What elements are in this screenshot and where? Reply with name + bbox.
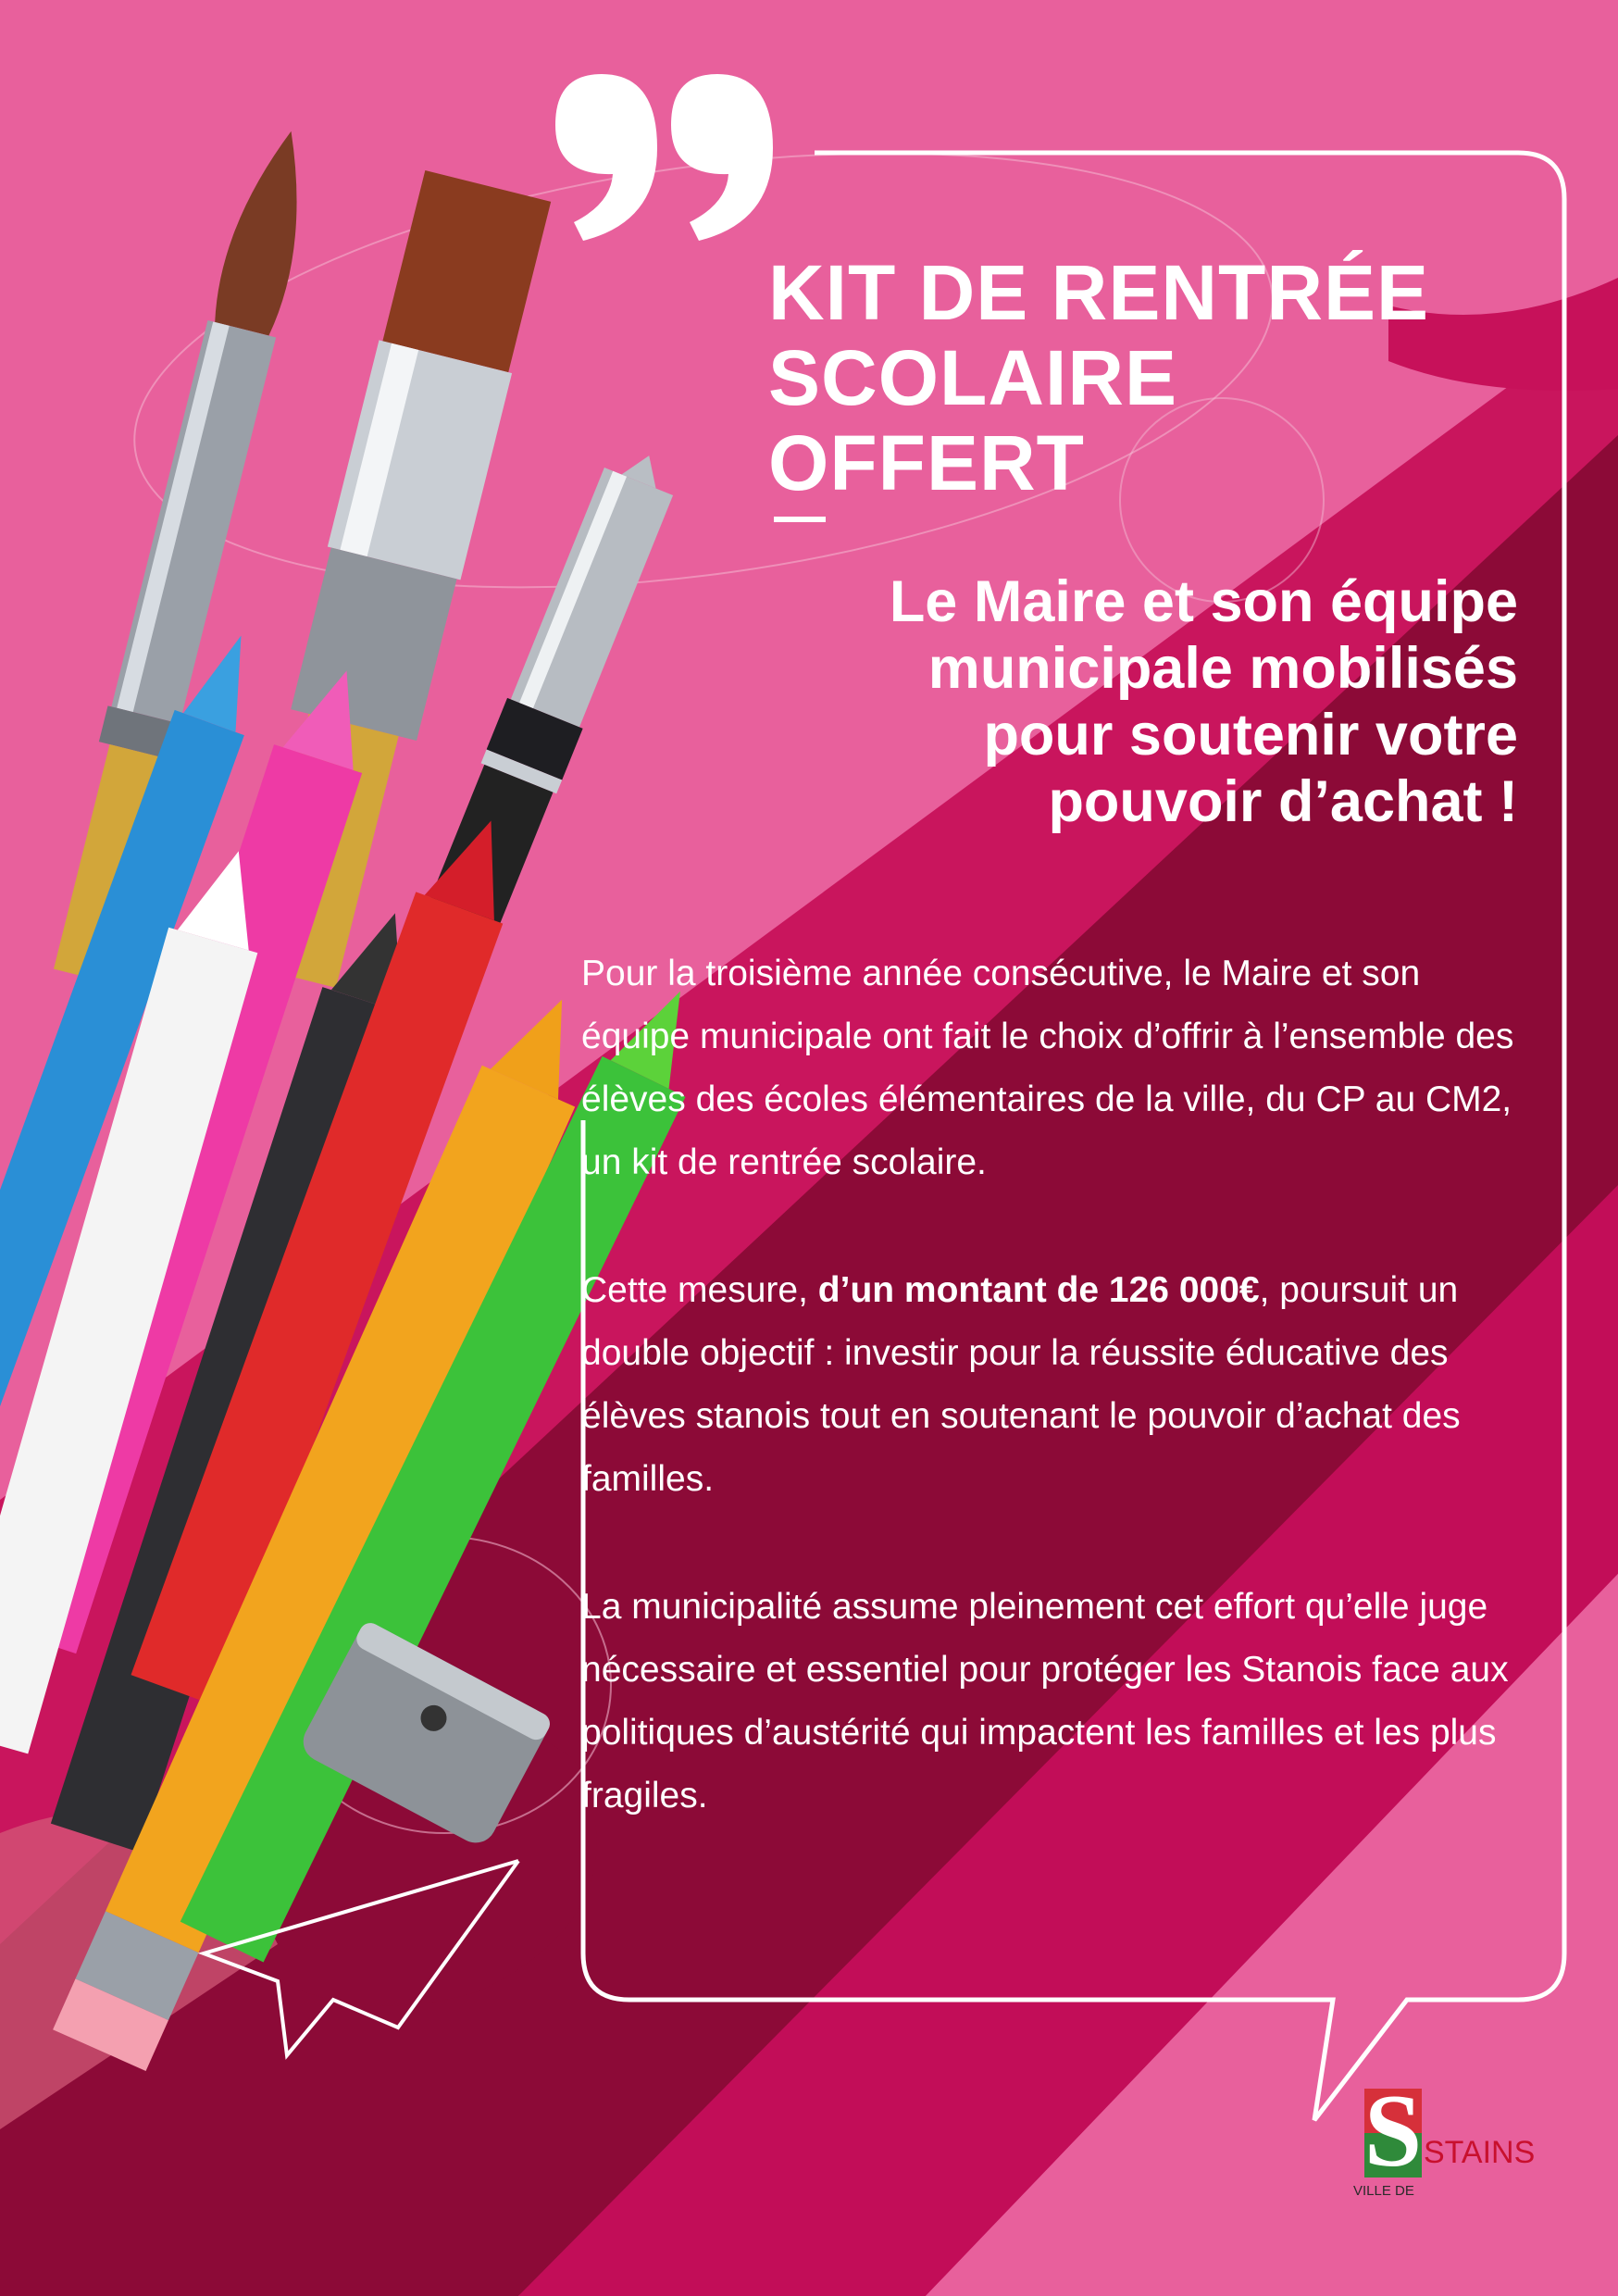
subtitle-line-2: municipale mobilisés — [927, 636, 1518, 701]
title-underline — [774, 517, 826, 522]
quote-icon — [546, 56, 778, 250]
title-line-2: SCOLAIRE — [768, 334, 1178, 421]
paragraph-1: Pour la troisième année consécutive, le Maire et son équipe municipale ont fait le choix d’offrir à l’ensemble des élèves des écoles élémentaires de la ville, du CP au CM2, un kit de rentrée scolaire. — [581, 954, 1514, 1182]
paragraph-2-amount: d’un montant de 126 000€ — [817, 1270, 1260, 1310]
logo-city-name: STAINS — [1424, 2135, 1536, 2170]
paragraph-2-end: , poursuit un double objectif : investir pour la réussite éducative des élèves stanois tout en soutenant le pouvoir d’achat des familles. — [581, 1270, 1461, 1499]
logo-prefix: VILLE DE — [1353, 2183, 1414, 2199]
paragraph-3: La municipalité assume pleinement cet effort qu’elle juge nécessaire et essentiel pour protéger les Stanois face aux politiques d’austérité qui impactent les familles et les plus fragiles. — [581, 1587, 1509, 1816]
paragraph-2 — [581, 1259, 1516, 1511]
title-line-3: OFFERT — [768, 419, 1085, 506]
stains-logo — [1353, 2074, 1536, 2200]
title-line-1: KIT DE RENTRÉE — [768, 249, 1430, 336]
subtitle — [666, 568, 1518, 835]
paragraph-2-start: Cette mesure, — [581, 1270, 818, 1310]
subtitle-line-1: Le Maire et son équipe — [889, 569, 1518, 634]
body-text — [581, 942, 1516, 1892]
logo-letter: S — [1363, 2074, 1423, 2189]
subtitle-line-4: pouvoir d’achat ! — [1048, 769, 1518, 834]
page-title — [768, 250, 1429, 505]
subtitle-line-3: pour soutenir votre — [983, 703, 1518, 767]
